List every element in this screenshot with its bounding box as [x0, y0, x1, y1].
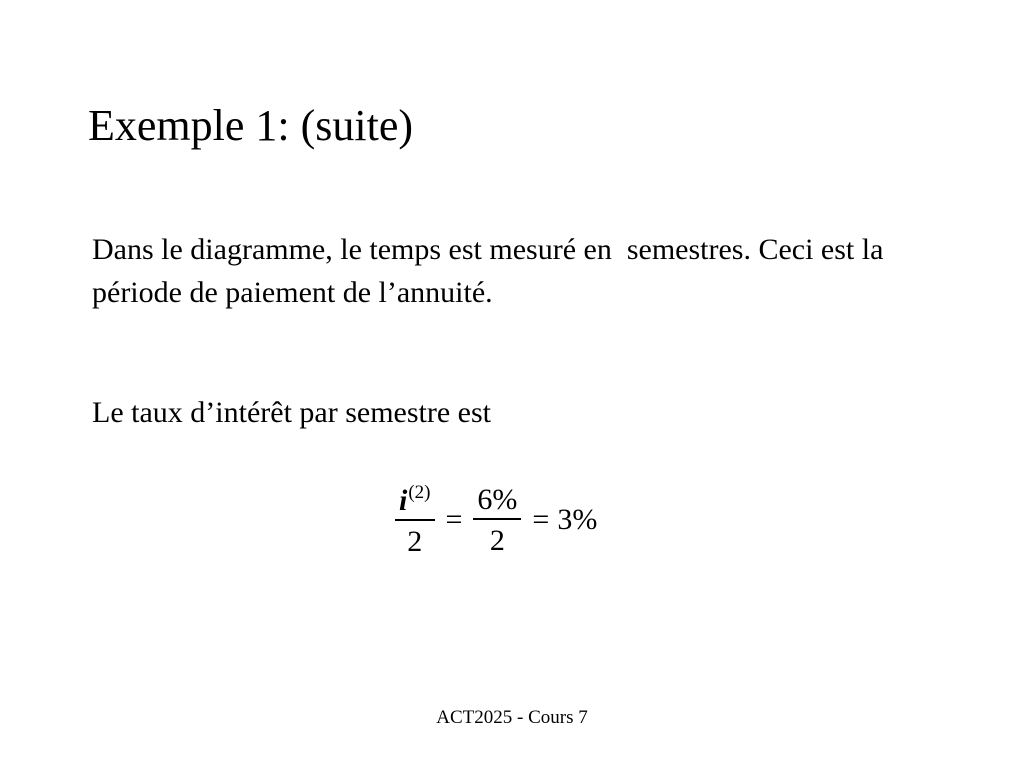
fraction-denominator: 2 [407, 525, 423, 558]
paragraph-interest-rate: Le taux d’intérêt par semestre est [92, 396, 491, 429]
formula-variable-i: i [399, 484, 408, 517]
equals-sign: = [532, 503, 550, 536]
paragraph-time-unit: Dans le diagramme, le temps est mesuré en semestres. Ceci est la période de paiement de l’annuité. [92, 233, 891, 309]
interest-rate-formula [392, 474, 597, 566]
fraction-nominal-rate [395, 483, 435, 557]
equals-sign: = [445, 503, 463, 536]
fraction-numerator [395, 483, 435, 521]
fraction-percent [473, 482, 521, 557]
formula-superscript: (2) [408, 482, 431, 503]
slide-title: Exemple 1: (suite) [88, 101, 414, 150]
formula-result: 3% [557, 503, 598, 536]
fraction-numerator: 6% [473, 485, 521, 520]
slide-footer: ACT2025 - Cours 7 [436, 707, 588, 728]
fraction-denominator: 2 [489, 523, 505, 557]
